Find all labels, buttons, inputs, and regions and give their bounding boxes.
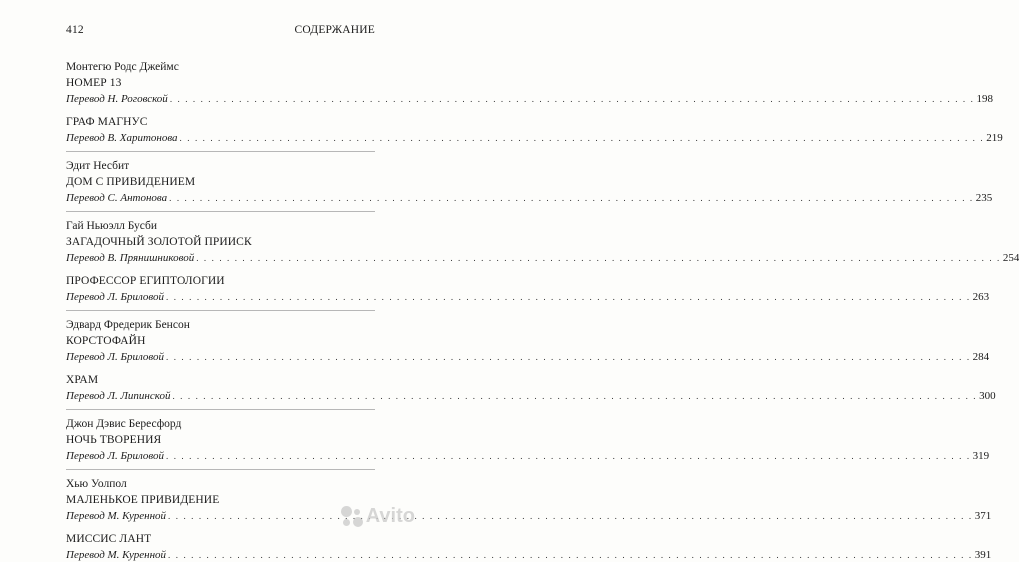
- translator-credit: Перевод В. Харитонова: [66, 132, 178, 144]
- translator-credit: Перевод Л. Бриловой: [66, 291, 165, 303]
- page-reference: 198: [976, 93, 993, 105]
- author-section: [66, 60, 1003, 145]
- story-title: МАЛЕНЬКОЕ ПРИВИДЕНИЕ: [66, 494, 220, 506]
- story-title: ДОМ С ПРИВИДЕНИЕМ: [66, 176, 196, 188]
- translator-credit: Перевод Л. Бриловой: [66, 351, 165, 363]
- translator-line: [66, 548, 992, 562]
- story-title: НОМЕР 13: [66, 77, 122, 89]
- dot-leader: [180, 131, 985, 145]
- author-name: Хью Уолпол: [66, 478, 127, 490]
- watermark-text: Avito: [365, 505, 415, 527]
- toc-entry[interactable]: [66, 373, 996, 403]
- dot-leader: [169, 191, 974, 205]
- toc-entry[interactable]: [66, 235, 1019, 265]
- translator-line: [66, 92, 993, 106]
- author-name: Гай Ньюэлл Бусби: [66, 220, 158, 232]
- section-divider: [66, 409, 375, 410]
- story-title: ГРАФ МАГНУС: [66, 116, 148, 128]
- page-reference: 284: [972, 351, 990, 363]
- section-divider: [66, 469, 375, 470]
- page-reference: 235: [975, 192, 993, 204]
- section-divider: [66, 310, 375, 311]
- translator-credit: Перевод Н. Роговской: [66, 93, 168, 105]
- section-divider: [66, 151, 375, 152]
- dot-leader: [168, 548, 973, 562]
- translator-credit: Перевод М. Куренной: [66, 549, 167, 561]
- author-section: [66, 318, 996, 403]
- toc-entry[interactable]: [66, 532, 992, 562]
- translator-line: [66, 350, 990, 364]
- page-reference: 219: [986, 132, 1003, 144]
- author-name: Монтегю Родс Джеймс: [66, 61, 179, 73]
- section-title: СОДЕРЖАНИЕ: [294, 24, 375, 36]
- page-reference: 300: [979, 390, 996, 402]
- author-name: Эдвард Фредерик Бенсон: [66, 319, 190, 331]
- page-reference: 371: [974, 510, 992, 522]
- author-name: Эдит Несбит: [66, 160, 130, 172]
- page-header: [66, 24, 375, 36]
- story-title: ПРОФЕССОР ЕГИПТОЛОГИИ: [66, 275, 225, 287]
- translator-line: [66, 191, 993, 205]
- toc-entry[interactable]: [66, 274, 990, 304]
- author-name: Джон Дэвис Бересфорд: [66, 418, 182, 430]
- translator-credit: Перевод В. Прянишниковой: [66, 252, 195, 264]
- page-reference: 254: [1002, 252, 1019, 264]
- translator-credit: Перевод М. Куренной: [66, 510, 167, 522]
- dot-leader: [166, 290, 971, 304]
- story-title: ХРАМ: [66, 374, 99, 386]
- page-number: 412: [66, 24, 84, 36]
- story-title: МИССИС ЛАНТ: [66, 533, 152, 545]
- author-section: [66, 159, 993, 205]
- toc-entry[interactable]: [66, 334, 990, 364]
- author-section: [66, 417, 990, 463]
- story-title: НОЧЬ ТВОРЕНИЯ: [66, 434, 162, 446]
- story-title: ЗАГАДОЧНЫЙ ЗОЛОТОЙ ПРИИСК: [66, 236, 252, 248]
- dot-leader: [166, 350, 971, 364]
- translator-line: [66, 290, 990, 304]
- story-title: КОРСТОФАЙН: [66, 335, 146, 347]
- toc-entry[interactable]: [66, 76, 993, 106]
- translator-line: [66, 131, 1003, 145]
- section-divider: [66, 211, 375, 212]
- dot-leader: [172, 389, 977, 403]
- avito-dots-logo-icon: [341, 506, 363, 528]
- page-reference: 391: [974, 549, 992, 561]
- author-section: [66, 219, 1019, 304]
- dot-leader: [196, 251, 1001, 265]
- translator-credit: Перевод С. Антонова: [66, 192, 168, 204]
- translator-credit: Перевод Л. Бриловой: [66, 450, 165, 462]
- dot-leader: [168, 509, 973, 523]
- dot-leader: [166, 449, 971, 463]
- translator-line: [66, 449, 990, 463]
- avito-watermark: [341, 505, 415, 528]
- translator-credit: Перевод Л. Липинской: [66, 390, 171, 402]
- toc-entry[interactable]: [66, 433, 990, 463]
- translator-line: [66, 251, 1019, 265]
- translator-line: [66, 389, 996, 403]
- page-reference: 319: [972, 450, 990, 462]
- dot-leader: [170, 92, 975, 106]
- toc-entry[interactable]: [66, 115, 1003, 145]
- toc-entry[interactable]: [66, 175, 993, 205]
- page-reference: 263: [972, 291, 990, 303]
